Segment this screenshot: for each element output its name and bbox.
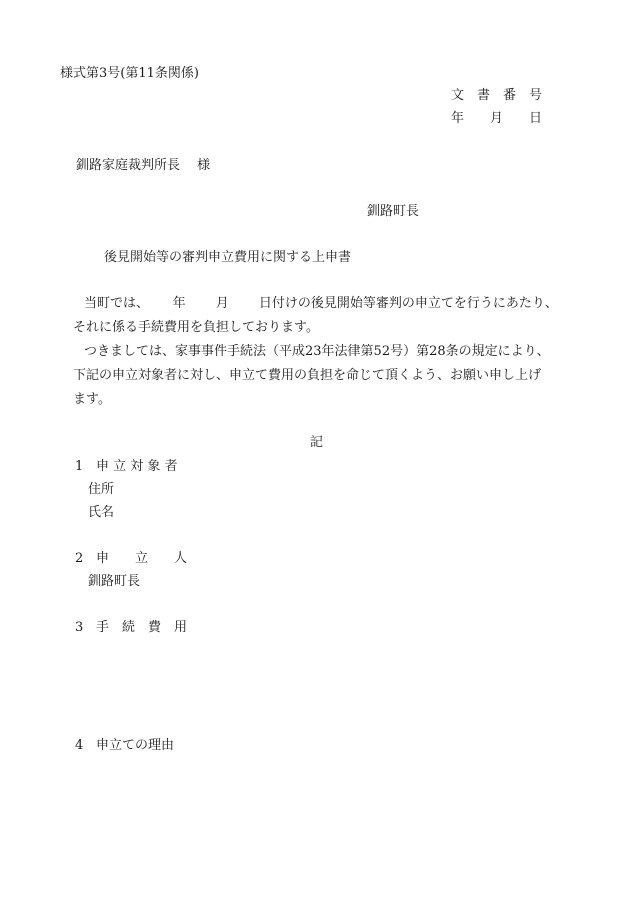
sender: 釧路町長 [367,204,420,219]
item-1-address: 住所 [88,482,115,497]
item-1-label: 申 立 対 象 者 [96,459,178,474]
item-2-applicant: 釧路町長 [88,574,141,589]
item-2-label: 申 立 人 [96,551,188,566]
body-line-5: ます。 [73,392,111,407]
item-3-label: 手 続 費 用 [96,620,188,635]
form-id: 様式第3号(第11条関係) [60,66,199,81]
item-4-number: 4 [75,738,84,753]
item-3-number: 3 [75,620,84,635]
item-1-number: 1 [75,459,84,474]
body-line-1: 当町では、 年 月 日付けの後見開始等審判の申立てを行うにあたり、 [84,296,558,311]
body-line-3: つきましては、家事事件手続法（平成23年法律第52号）第28条の規定により、 [84,344,550,359]
addressee: 釧路家庭裁判所長 様 [76,158,211,173]
ki-heading: 記 [310,435,324,450]
item-2-number: 2 [75,551,84,566]
doc-number-label: 文 書 番 号 [451,88,543,103]
document-title: 後見開始等の審判申立費用に関する上申書 [104,250,352,265]
body-line-2: それに係る手続費用を負担しております。 [73,320,319,335]
item-1-name: 氏名 [88,505,115,520]
body-line-4: 下記の申立対象者に対し、申立て費用の負担を命じて頂くよう、お願い申し上げ [73,368,542,383]
item-4-label: 申立ての理由 [96,738,175,753]
date-label: 年 月 日 [451,111,543,126]
